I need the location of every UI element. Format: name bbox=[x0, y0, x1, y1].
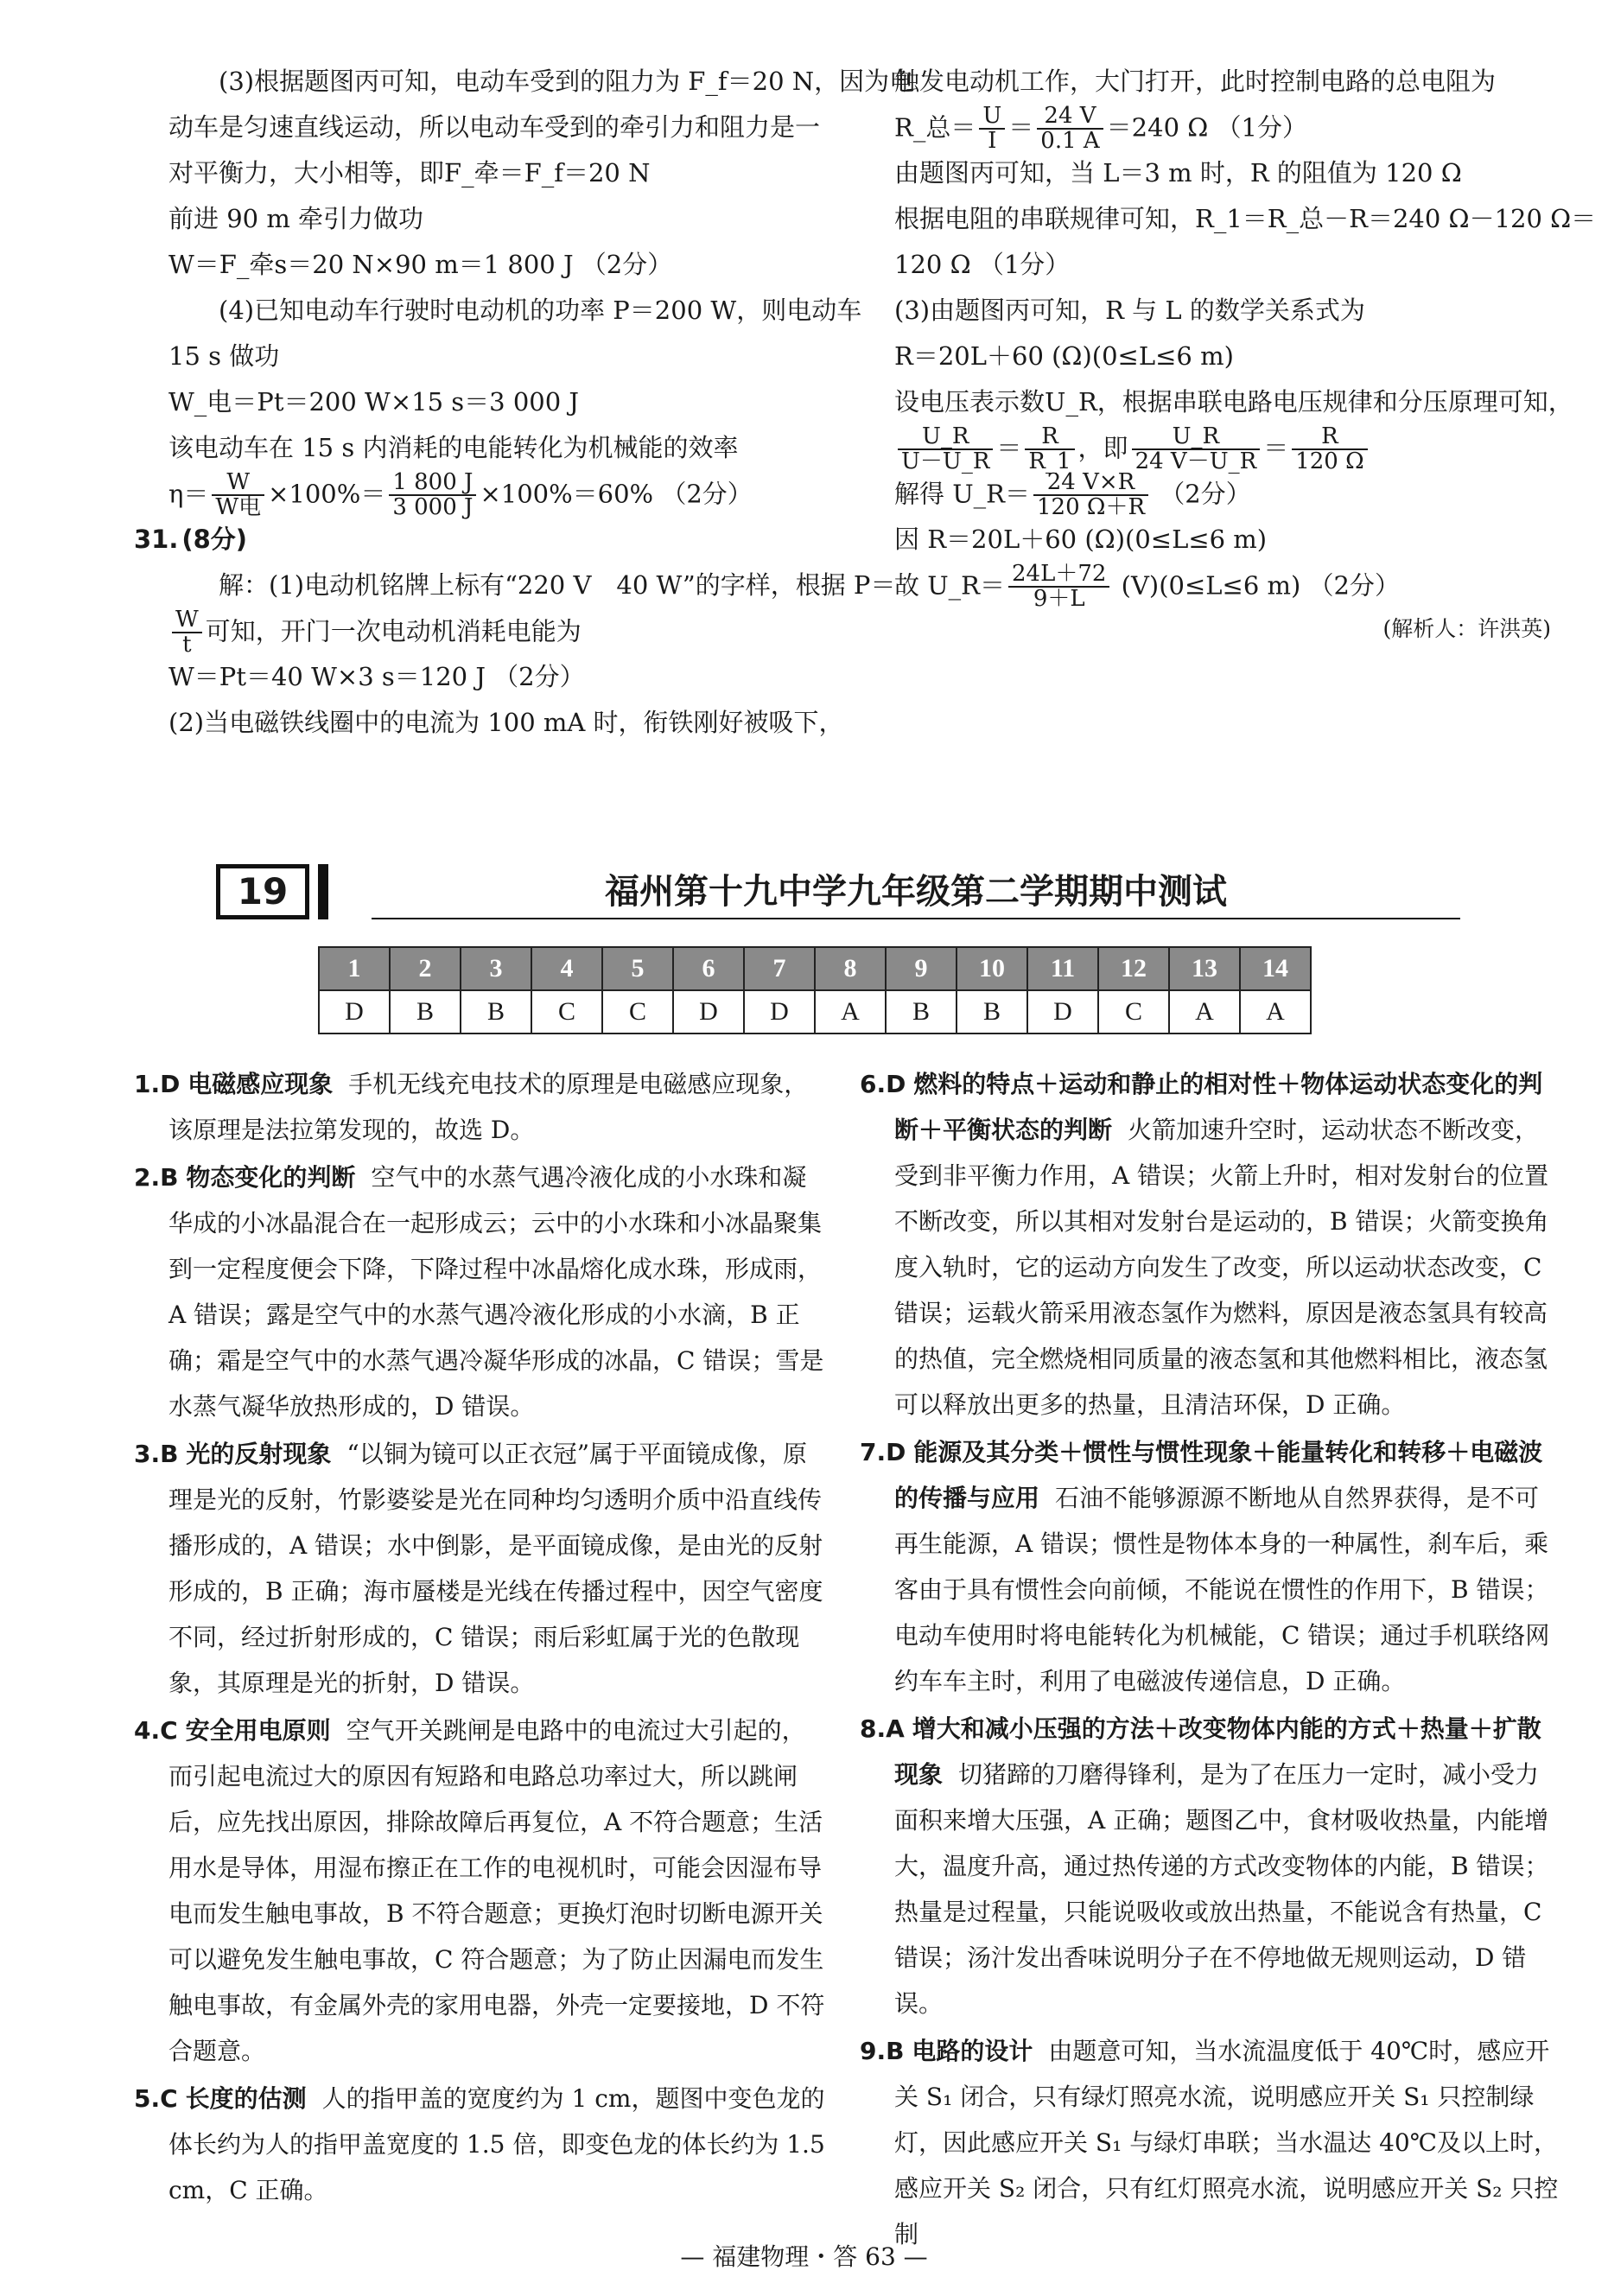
answer-table-header-row bbox=[319, 947, 1311, 990]
therefore-equation: 故 U_R＝ $\frac{24L+72}{9+L}$ (V)(0≤L≤6 m) （2分） bbox=[894, 561, 1400, 613]
explanation-item bbox=[134, 1154, 825, 1429]
item-topic: 光的反射现象 bbox=[186, 1440, 332, 1468]
question-number-cell: 3 bbox=[461, 947, 531, 990]
q31-line-3: W＝Pt＝40 W×3 s＝120 J （2分） bbox=[168, 662, 585, 691]
answer-cell: C bbox=[602, 990, 673, 1034]
solution-line: 前进 90 m 牵引力做功 bbox=[168, 204, 424, 233]
item-number: 7.D bbox=[860, 1438, 906, 1466]
solution-line: 该电动车在 15 s 内消耗的电能转化为机械能的效率 bbox=[168, 433, 739, 462]
question-number-cell: 10 bbox=[957, 947, 1027, 990]
solution-line: 120 Ω （1分） bbox=[894, 250, 1071, 279]
explanation-item bbox=[134, 1431, 825, 1706]
solution-line: (3)根据题图丙可知，电动车受到的阻力为 F_f＝20 N，因为电 bbox=[219, 67, 915, 96]
question-number-cell: 7 bbox=[744, 947, 815, 990]
item-topic: 电磁感应现象 bbox=[187, 1070, 334, 1098]
section-number: 19 bbox=[216, 864, 309, 919]
question-number-cell: 11 bbox=[1027, 947, 1098, 990]
answer-cell: B bbox=[886, 990, 957, 1034]
section-title: 福州第十九中学九年级第二学期期中测试 bbox=[605, 872, 1227, 912]
question-number-cell: 13 bbox=[1169, 947, 1240, 990]
because-line: 因 R＝20L＋60 (Ω)(0≤L≤6 m) bbox=[894, 525, 1268, 554]
solve-equation: 解得 U_R＝ $\frac{24 V\times R}{120 \Omega+R}$ （2分） bbox=[894, 469, 1251, 521]
answer-cell: A bbox=[1169, 990, 1240, 1034]
solution-line: 由题图丙可知，当 L＝3 m 时，R 的阻值为 120 Ω bbox=[894, 158, 1462, 188]
solution-line: 动车是匀速直线运动，所以电动车受到的牵引力和阻力是一 bbox=[168, 112, 821, 142]
question-number-cell: 1 bbox=[319, 947, 390, 990]
solution-line: W＝F_牵s＝20 N×90 m＝1 800 J （2分） bbox=[168, 250, 673, 279]
ratio-equation: $\frac{U\_R}{U-U\_R}$ ＝ $\frac{R}{R\_1}$ ，即 $\frac{U\_R}{24 V-U\_R}$ ＝ $\frac{R}{120 \Omega}$ bbox=[894, 425, 1551, 471]
answer-cell: D bbox=[673, 990, 744, 1034]
answer-cell: A bbox=[1240, 990, 1311, 1034]
item-topic: 长度的估测 bbox=[185, 2084, 307, 2113]
item-topic: 电路的设计 bbox=[912, 2037, 1033, 2065]
answer-cell: B bbox=[461, 990, 531, 1034]
item-topic: 增大和减小压强的方法＋改变物体内能的方式＋热量＋扩散现象 bbox=[894, 1714, 1541, 1789]
answer-cell: B bbox=[957, 990, 1027, 1034]
efficiency-equation: η＝ $\frac{W}{\text{W电}}$ ×100%＝ $\frac{1 800 J}{3 000 J}$ ×100%＝60% （2分） bbox=[168, 469, 753, 521]
solution-line: 根据电阻的串联规律可知，R_1＝R_总－R＝240 Ω－120 Ω＝ bbox=[894, 204, 1597, 233]
item-text: 切猪蹄的刀磨得锋利，是为了在压力一定时，减小受力面积来增大压强，A 正确；题图乙中，食材吸收热量，内能增大，温度升高，通过热传递的方式改变物体的内能，B 错误；热量是过程量，只能说吸收或放出热量，不能说含有热量，C 错误；汤汁发出香味说明分子在不停地做无规则运动，D 错误。 bbox=[894, 1760, 1549, 2018]
item-topic: 安全用电原则 bbox=[185, 1716, 331, 1745]
q31-line-4: (2)当电磁铁线圈中的电流为 100 mA 时，衔铁刚好被吸下， bbox=[168, 708, 844, 737]
explanation-item bbox=[134, 2076, 825, 2213]
section-rule bbox=[372, 918, 1460, 919]
top-left-column bbox=[134, 59, 915, 746]
question-number-cell: 8 bbox=[815, 947, 886, 990]
question-number-cell: 2 bbox=[390, 947, 461, 990]
item-number: 1.D bbox=[134, 1070, 181, 1098]
answer-cell: C bbox=[531, 990, 602, 1034]
item-text: 空气开关跳闸是电路中的电流过大引起的，而引起电流过大的原因有短路和电路总功率过大，所以跳闸后，应先找出原因，排除故障后再复位，A 不符合题意；生活用水是导体，用湿布擦正在工作的电视机时，可能会因湿布导电而发生触电事故，B 不符合题意；更换灯泡时切断电源开关可以避免发生触电事故，C 符合题意；为了防止因漏电而发生触电事故，有金属外壳的家用电器，外壳一定要接地，D 不符合题意。 bbox=[168, 1716, 825, 2065]
solution-line: W_电＝Pt＝200 W×15 s＝3 000 J bbox=[168, 387, 580, 417]
item-text: 由题意可知，当水流温度低于 40℃时，感应开关 S₁ 闭合，只有绿灯照亮水流，说明感应开关 S₁ 只控制绿灯，因此感应开关 S₁ 与绿灯串联；当水温达 40℃及以上时，感应开关 S₂ 闭合，只有红灯照亮水流，说明感应开关 S₂ 只控制 bbox=[894, 2037, 1559, 2248]
q31-line-2: $\frac{W}{t}$ 可知，开门一次电动机消耗电能为 bbox=[168, 608, 825, 654]
explanation-item bbox=[860, 2028, 1560, 2257]
explanation-item bbox=[860, 1429, 1560, 1704]
explanation-item bbox=[860, 1061, 1560, 1428]
question-number-cell: 12 bbox=[1098, 947, 1169, 990]
item-topic: 物态变化的判断 bbox=[186, 1163, 356, 1192]
section-bar-decoration bbox=[318, 864, 328, 919]
answer-cell: D bbox=[1027, 990, 1098, 1034]
item-number: 6.D bbox=[860, 1070, 906, 1098]
answer-table-answer-row bbox=[319, 990, 1311, 1034]
solution-line: 15 s 做功 bbox=[168, 341, 280, 371]
section-header bbox=[216, 864, 1460, 923]
answer-table bbox=[318, 946, 1312, 1034]
item-number: 8.A bbox=[860, 1714, 905, 1743]
page-footer: — 福建物理・答 63 — bbox=[680, 2242, 928, 2271]
item-topic: 能源及其分类＋惯性与惯性现象＋能量转化和转移＋电磁波的传播与应用 bbox=[894, 1438, 1543, 1512]
bottom-left-column bbox=[134, 1061, 825, 2215]
item-number: 9.B bbox=[860, 2037, 905, 2065]
answer-cell: B bbox=[390, 990, 461, 1034]
question-31-heading: 31. (8分) bbox=[134, 525, 248, 554]
item-topic: 燃料的特点＋运动和静止的相对性＋物体运动状态变化的判断＋平衡状态的判断 bbox=[894, 1070, 1543, 1144]
item-text: 人的指甲盖的宽度约为 1 cm，题图中变色龙的体长约为人的指甲盖宽度的 1.5 倍，即变色龙的体长约为 1.5 cm，C 正确。 bbox=[168, 2084, 825, 2204]
solution-30-lines bbox=[168, 59, 915, 471]
solution-line: (4)已知电动车行驶时电动机的功率 P＝200 W，则电动车 bbox=[219, 296, 862, 325]
item-text: “以铜为镜可以正衣冠”属于平面镜成像，原理是光的反射，竹影婆娑是光在同种均匀透明介质中沿直线传播形成的，A 错误；水中倒影，是平面镜成像，是由光的反射形成的，B 正确；海市蜃楼是光线在传播过程中，因空气密度不同，经过折射形成的，C 错误；雨后彩虹属于光的色散现象，其原理是光的折射，D 错误。 bbox=[168, 1440, 823, 1697]
item-number: 4.C bbox=[134, 1716, 178, 1745]
item-text: 手机无线充电技术的原理是电磁感应现象，该原理是法拉第发现的，故选 D。 bbox=[168, 1070, 809, 1144]
solution-line: 设电压表示数U_R，根据串联电路电压规律和分压原理可知， bbox=[894, 387, 1573, 417]
item-number: 2.B bbox=[134, 1163, 179, 1192]
solution-line: (3)由题图丙可知，R 与 L 的数学关系式为 bbox=[894, 296, 1365, 325]
tr-lines bbox=[894, 150, 1597, 425]
answer-cell: C bbox=[1098, 990, 1169, 1034]
total-resistance-equation: R_总＝ $\frac{U}{I}$ ＝ $\frac{24 V}{0.1 A}$ ＝240 Ω （1分） bbox=[894, 103, 1307, 155]
question-number-cell: 14 bbox=[1240, 947, 1311, 990]
question-number-cell: 4 bbox=[531, 947, 602, 990]
item-number: 5.C bbox=[134, 2084, 178, 2113]
question-number-cell: 9 bbox=[886, 947, 957, 990]
explanation-item bbox=[860, 1706, 1560, 2026]
analyst-credit: (解析人：许洪英) bbox=[1382, 616, 1551, 641]
q31-line-1: 解：(1)电动机铭牌上标有“220 V 40 W”的字样，根据 P＝ bbox=[219, 570, 896, 600]
item-text: 石油不能够源源不断地从自然界获得，是不可再生能源，A 错误；惯性是物体本身的一种属性，刹车后，乘客由于具有惯性会向前倾，不能说在惯性的作用下，B 错误；电动车使用时将电能转化为机械能，C 错误；通过手机联络网约车车主时，利用了电磁波传递信息，D 正确。 bbox=[894, 1484, 1550, 1695]
tr-line-1: 触发电动机工作，大门打开，此时控制电路的总电阻为 bbox=[894, 67, 1497, 96]
bottom-right-column bbox=[860, 1061, 1560, 2259]
question-number-cell: 5 bbox=[602, 947, 673, 990]
solution-line: 对平衡力，大小相等，即F_牵＝F_f＝20 N bbox=[168, 158, 651, 188]
explanation-item bbox=[134, 1061, 825, 1153]
answer-cell: A bbox=[815, 990, 886, 1034]
question-number-cell: 6 bbox=[673, 947, 744, 990]
item-number: 3.B bbox=[134, 1440, 179, 1468]
solution-line: R＝20L＋60 (Ω)(0≤L≤6 m) bbox=[894, 341, 1234, 371]
explanation-item bbox=[134, 1708, 825, 2074]
item-text: 火箭加速升空时，运动状态不断改变，受到非平衡力作用，A 错误；火箭上升时，相对发射台的位置不断改变，所以其相对发射台是运动的，B 错误；火箭变换角度入轨时，它的运动方向发生了改变，所以运动状态改变，C 错误；运载火箭采用液态氢作为燃料，原因是液态氢具有较高的热值，完全燃烧相同质量的液态氢和其他燃料相比，液态氢可以释放出更多的热量，且清洁环保，D 正确。 bbox=[894, 1116, 1549, 1419]
top-right-column bbox=[894, 59, 1597, 643]
answer-cell: D bbox=[319, 990, 390, 1034]
item-text: 空气中的水蒸气遇冷液化成的小水珠和凝华成的小冰晶混合在一起形成云；云中的小水珠和小冰晶聚集到一定程度便会下降，下降过程中冰晶熔化成水珠，形成雨，A 错误；露是空气中的水蒸气遇冷液化形成的小水滴，B 正确；霜是空气中的水蒸气遇冷凝华形成的冰晶，C 错误；雪是水蒸气凝华放热形成的，D 错误。 bbox=[168, 1163, 824, 1421]
answer-cell: D bbox=[744, 990, 815, 1034]
